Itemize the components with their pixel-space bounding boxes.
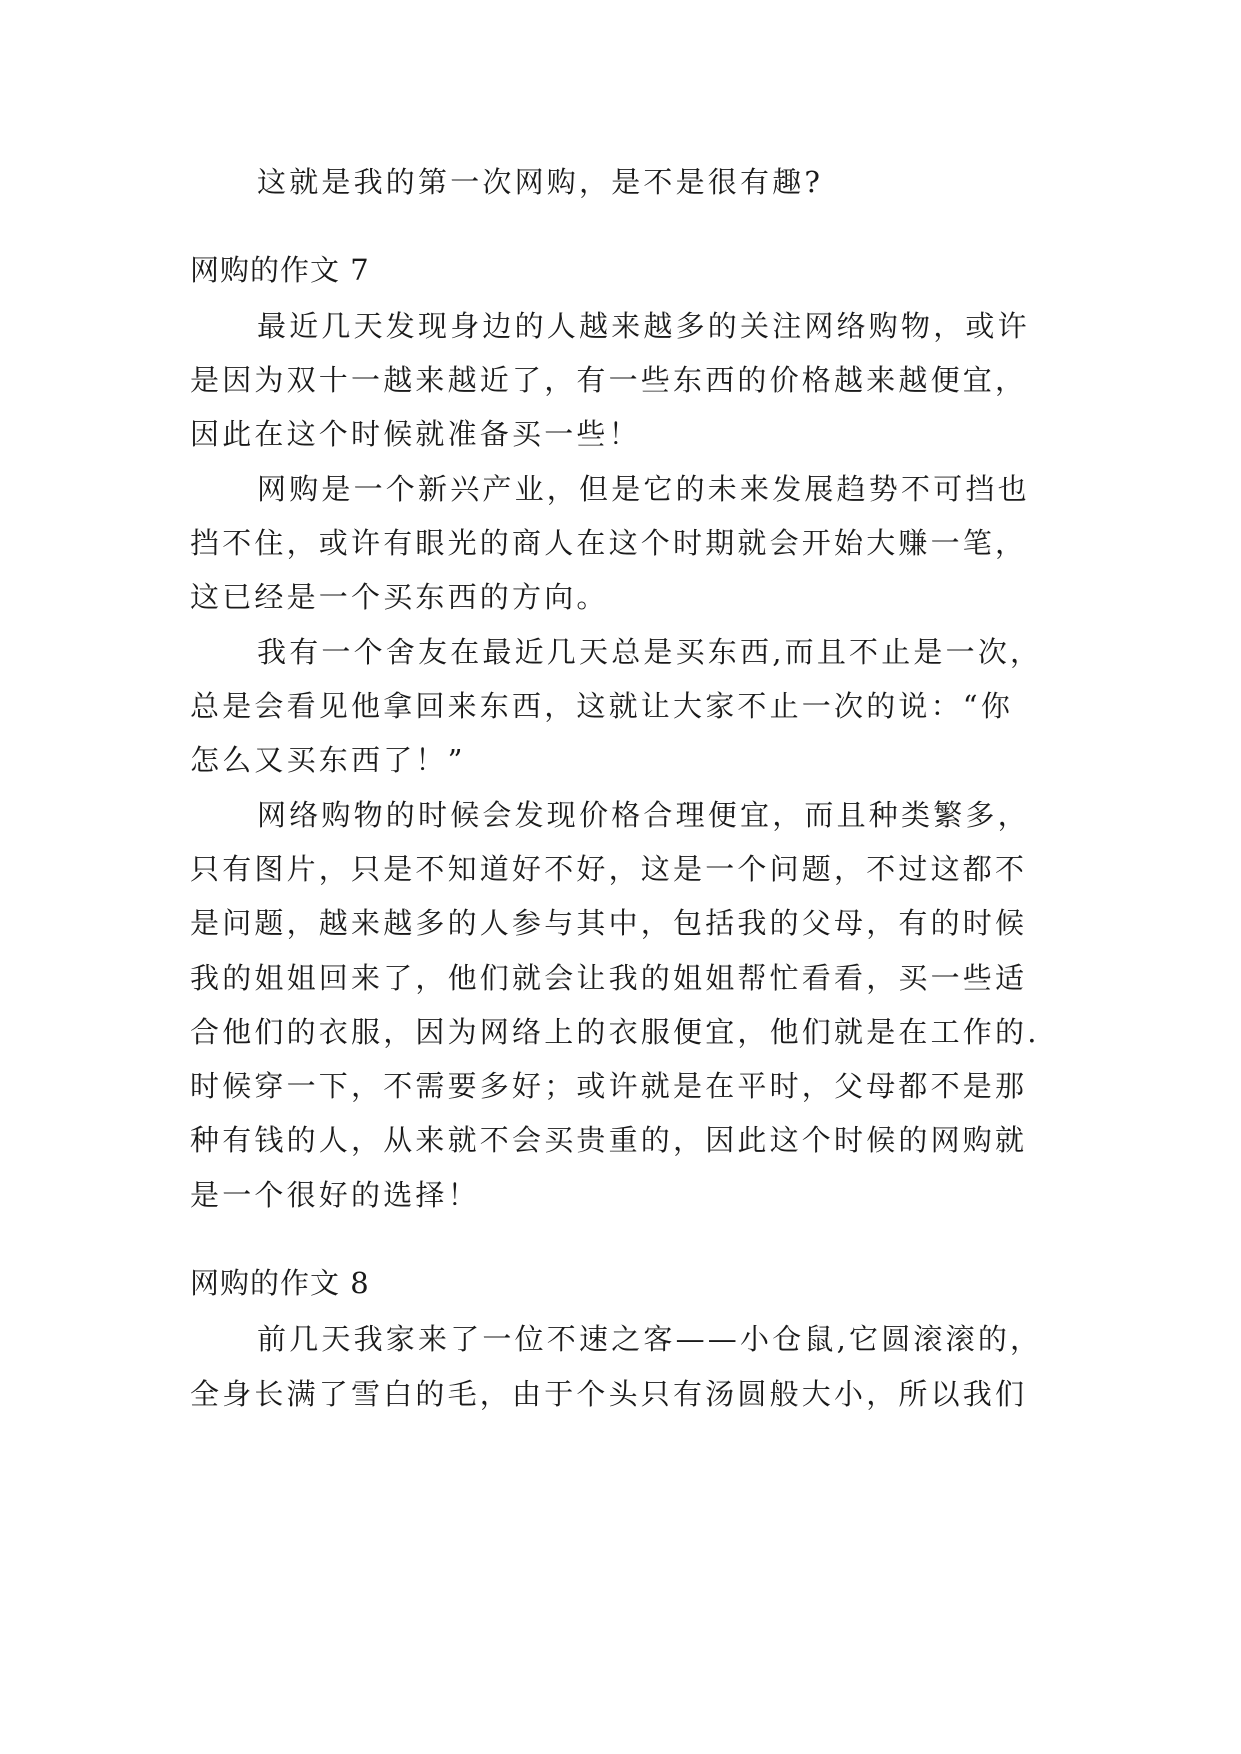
paragraph-line: 是因为双十一越来越近了，有一些东西的价格越来越便宜， [190, 363, 1028, 397]
paragraph-line: 总是会看见他拿回来东西，这就让大家不止一次的说：“你 [190, 689, 1014, 723]
paragraph-line: 全身长满了雪白的毛，由于个头只有汤圆般大小，所以我们 [190, 1377, 1028, 1411]
paragraph-line: 我有一个舍友在最近几天总是买东西,而且不止是一次， [257, 635, 1043, 669]
paragraph-line: 种有钱的人，从来就不会买贵重的，因此这个时候的网购就 [190, 1123, 1028, 1157]
paragraph-line: 这已经是一个买东西的方向。 [190, 580, 609, 614]
paragraph-line: 前几天我家来了一位不速之客——小仓鼠,它圆滚滚的， [257, 1322, 1043, 1356]
paragraph-line: 网购是一个新兴产业，但是它的未来发展趋势不可挡也 [257, 472, 1030, 506]
section-heading: 网购的作文 8 [190, 1266, 370, 1300]
paragraph-line: 挡不住，或许有眼光的商人在这个时期就会开始大赚一笔， [190, 526, 1028, 560]
paragraph-line: 我的姐姐回来了，他们就会让我的姐姐帮忙看看，买一些适 [190, 961, 1028, 995]
paragraph-line: 是一个很好的选择！ [190, 1178, 480, 1212]
section-heading: 网购的作文 7 [190, 253, 370, 287]
paragraph-line: 因此在这个时候就准备买一些！ [190, 417, 641, 451]
paragraph-line: 时候穿一下，不需要多好；或许就是在平时，父母都不是那 [190, 1069, 1028, 1103]
paragraph-line: 合他们的衣服，因为网络上的衣服便宜，他们就是在工作的. [190, 1015, 1040, 1049]
paragraph-line: 网络购物的时候会发现价格合理便宜，而且种类繁多， [257, 798, 1030, 832]
paragraph-line: 这就是我的第一次网购，是不是很有趣? [257, 165, 824, 199]
paragraph-line: 是问题，越来越多的人参与其中，包括我的父母，有的时候 [190, 906, 1028, 940]
paragraph-line: 怎么又买东西了！” [190, 743, 466, 777]
paragraph-line: 最近几天发现身边的人越来越多的关注网络购物，或许 [257, 309, 1030, 343]
paragraph-line: 只有图片，只是不知道好不好，这是一个问题，不过这都不 [190, 852, 1028, 886]
